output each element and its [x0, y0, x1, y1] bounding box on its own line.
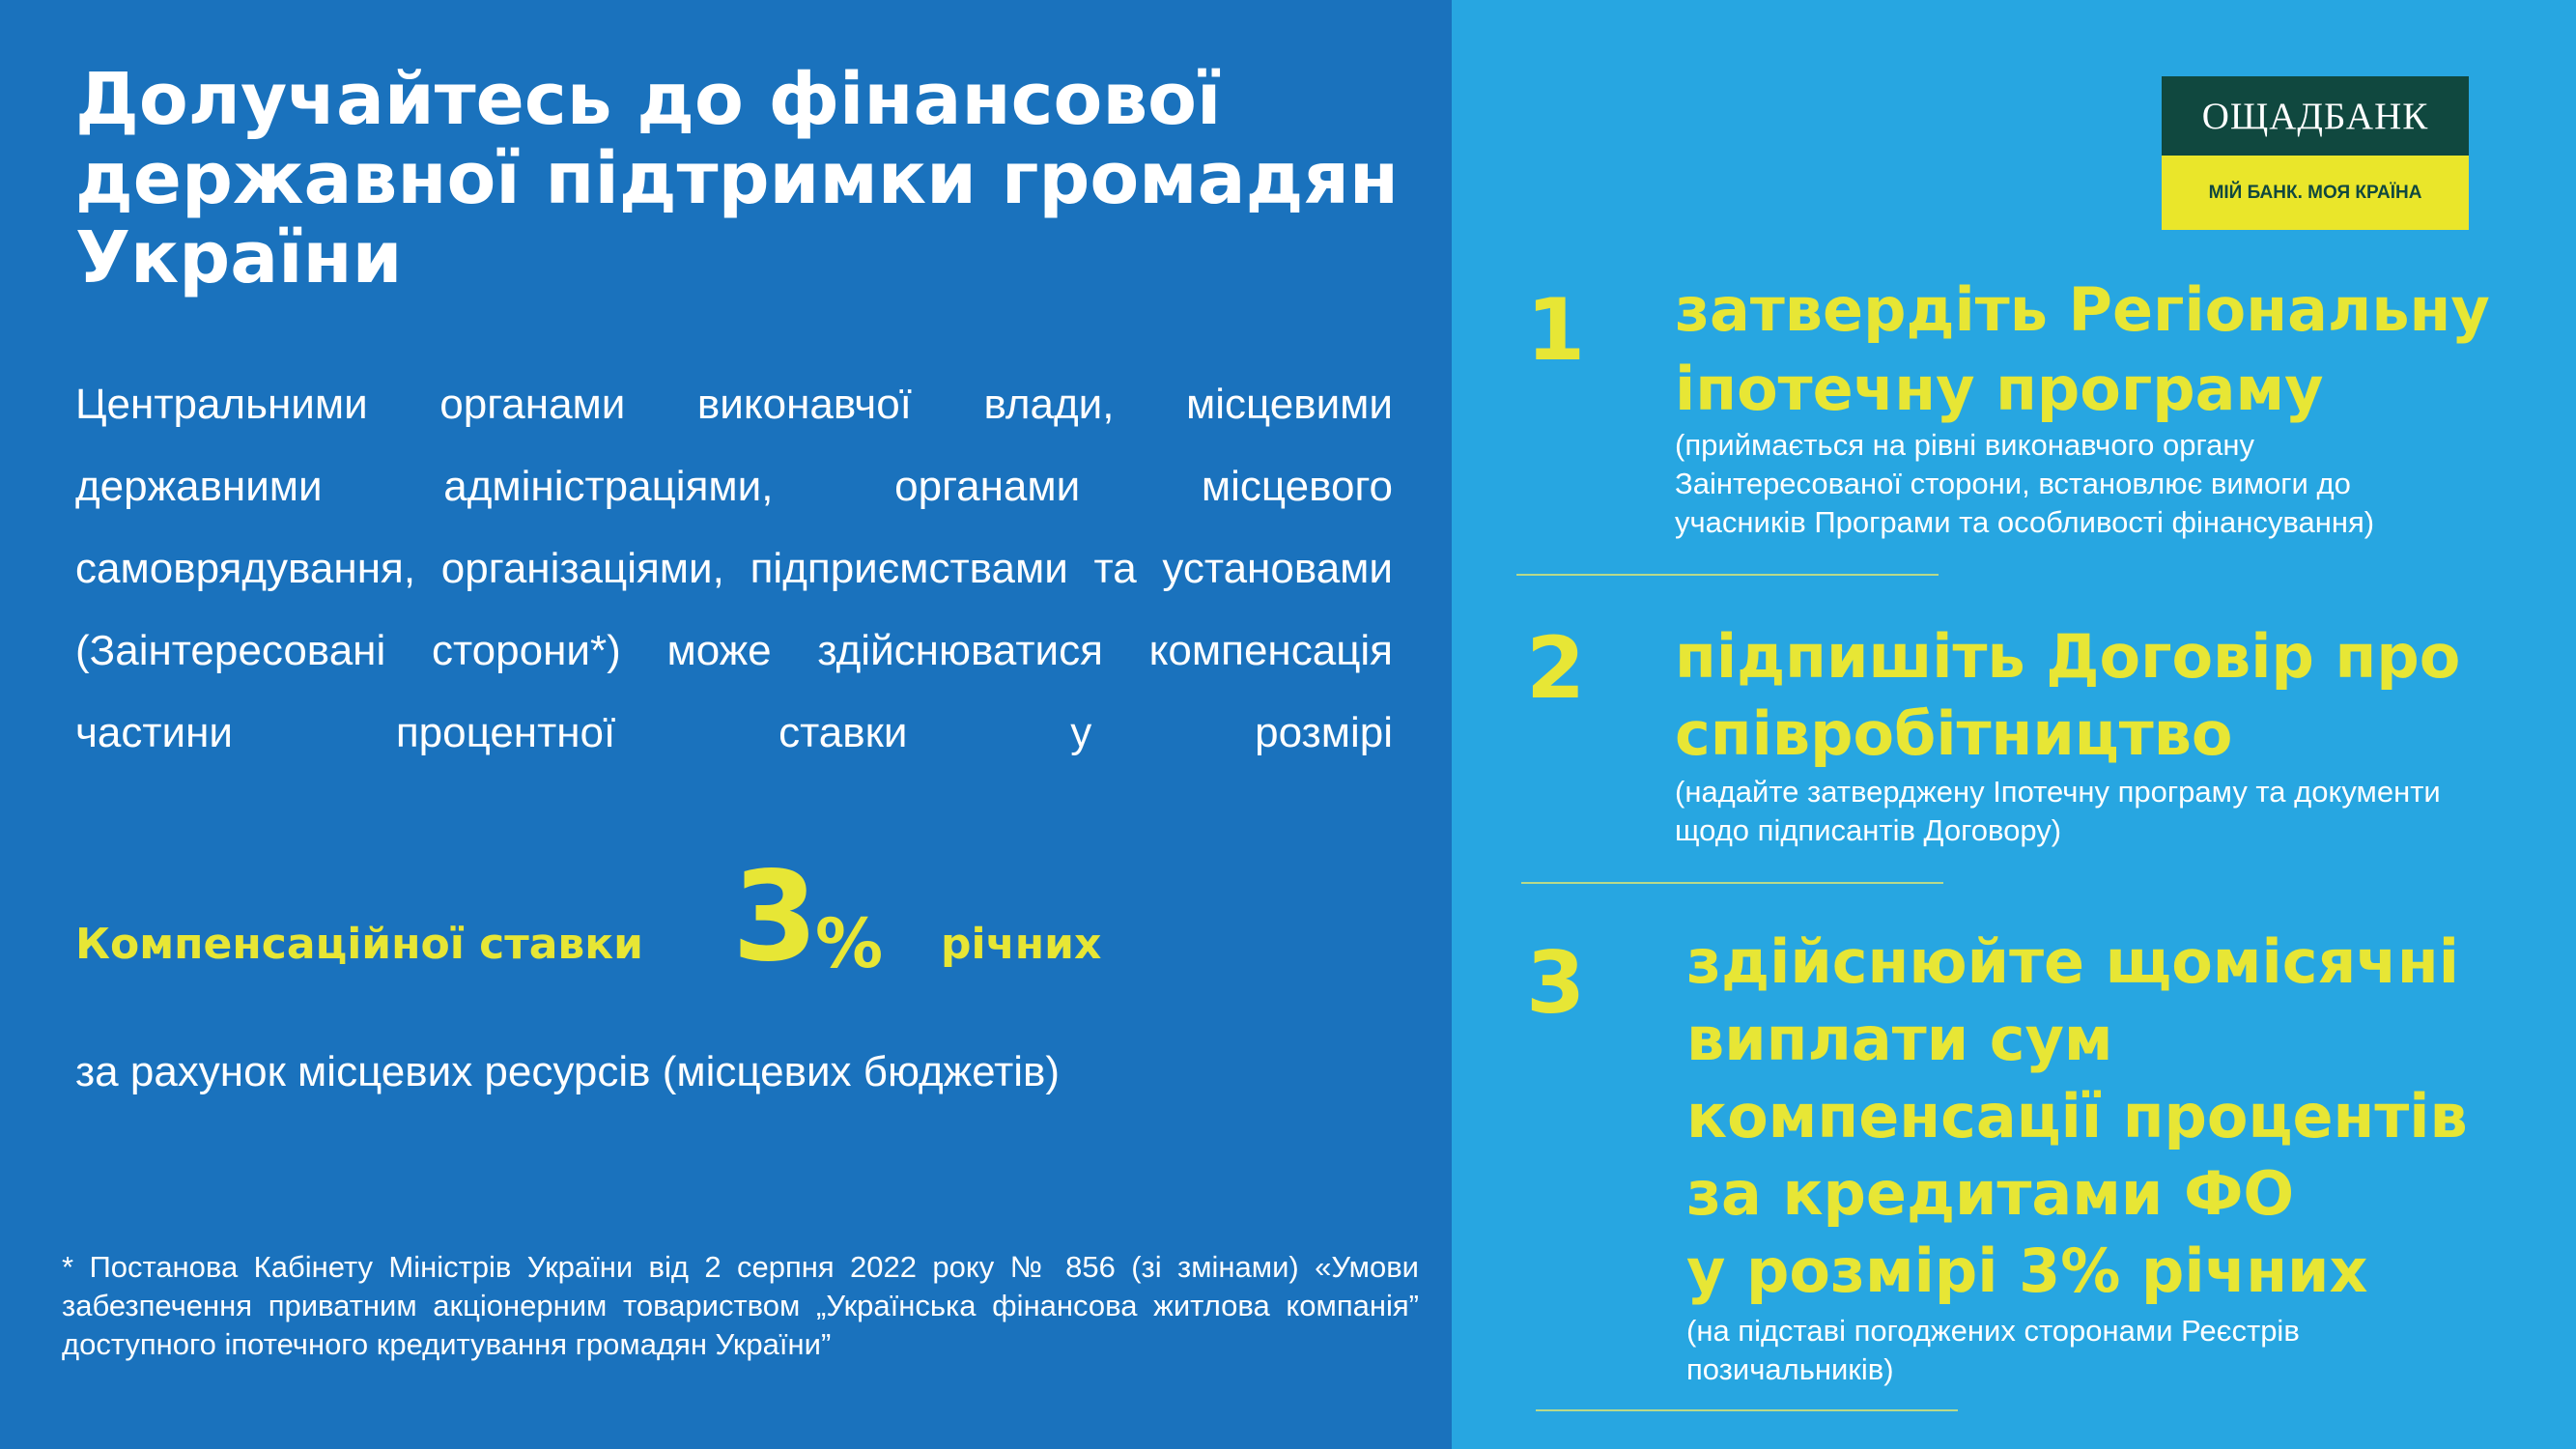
compensation-value: 3 [732, 845, 819, 989]
footnote: * Постанова Кабінету Міністрів України від 2 серпня 2022 року № 856 (зі змінами) «Умови забезпечення приватним акціонерним товариством „Українська фінансова житлова компанія” доступного іпотечного кредитування громадян України” [62, 1250, 1419, 1361]
step-1-number: 1 [1526, 280, 1586, 380]
step-2-number: 2 [1526, 618, 1586, 718]
step-1-note: (приймається на рівні виконавчого органу Заінтересованої сторони, встановлює вимоги до учасників Програми та особливості фінансування) [1675, 428, 2375, 539]
logo-wordmark: ОЩАДБАНК [2162, 76, 2469, 156]
step-2-note: (надайте затверджену Іпотечну програму та документи щодо підписантів Договору) [1675, 775, 2441, 847]
compensation-rate [75, 845, 1331, 989]
oschadbank-logo [2162, 76, 2469, 230]
step-1-divider [1516, 574, 1939, 576]
step-3-divider [1536, 1409, 1958, 1411]
compensation-annual-label: річних [941, 920, 1102, 969]
compensation-label: Компенсаційної ставки [75, 920, 643, 969]
intro-paragraph: Центральними органами виконавчої влади, місцевими державними адміністраціями, органами місцевого самоврядування, організаціями, підприємствами та установами (Заінтересовані сторони*) може здійснюватися компенсація частини процентної ставки у розмірі [75, 381, 1393, 756]
step-1-title: затвердіть Регіональну іпотечну програму [1675, 274, 2490, 424]
page-title: Долучайтесь до фінансової державної підтримки громадян України [75, 58, 1400, 299]
step-2-title: підпишіть Договір про співробітництво [1675, 621, 2461, 769]
funding-source: за рахунок місцевих ресурсів (місцевих бюджетів) [75, 1048, 1061, 1095]
step-3-title: здійснюйте щомісячні виплати сум компенсації процентів за кредитами ФО у розмірі 3% річних [1686, 926, 2468, 1306]
step-2-divider [1521, 882, 1943, 884]
logo-slogan: МІЙ БАНК. МОЯ КРАЇНА [2162, 156, 2469, 230]
compensation-percent-sign: % [815, 904, 884, 983]
step-3-note: (на підставі погоджених сторонами Реєстрів позичальників) [1686, 1314, 2300, 1386]
step-3-number: 3 [1526, 933, 1586, 1033]
